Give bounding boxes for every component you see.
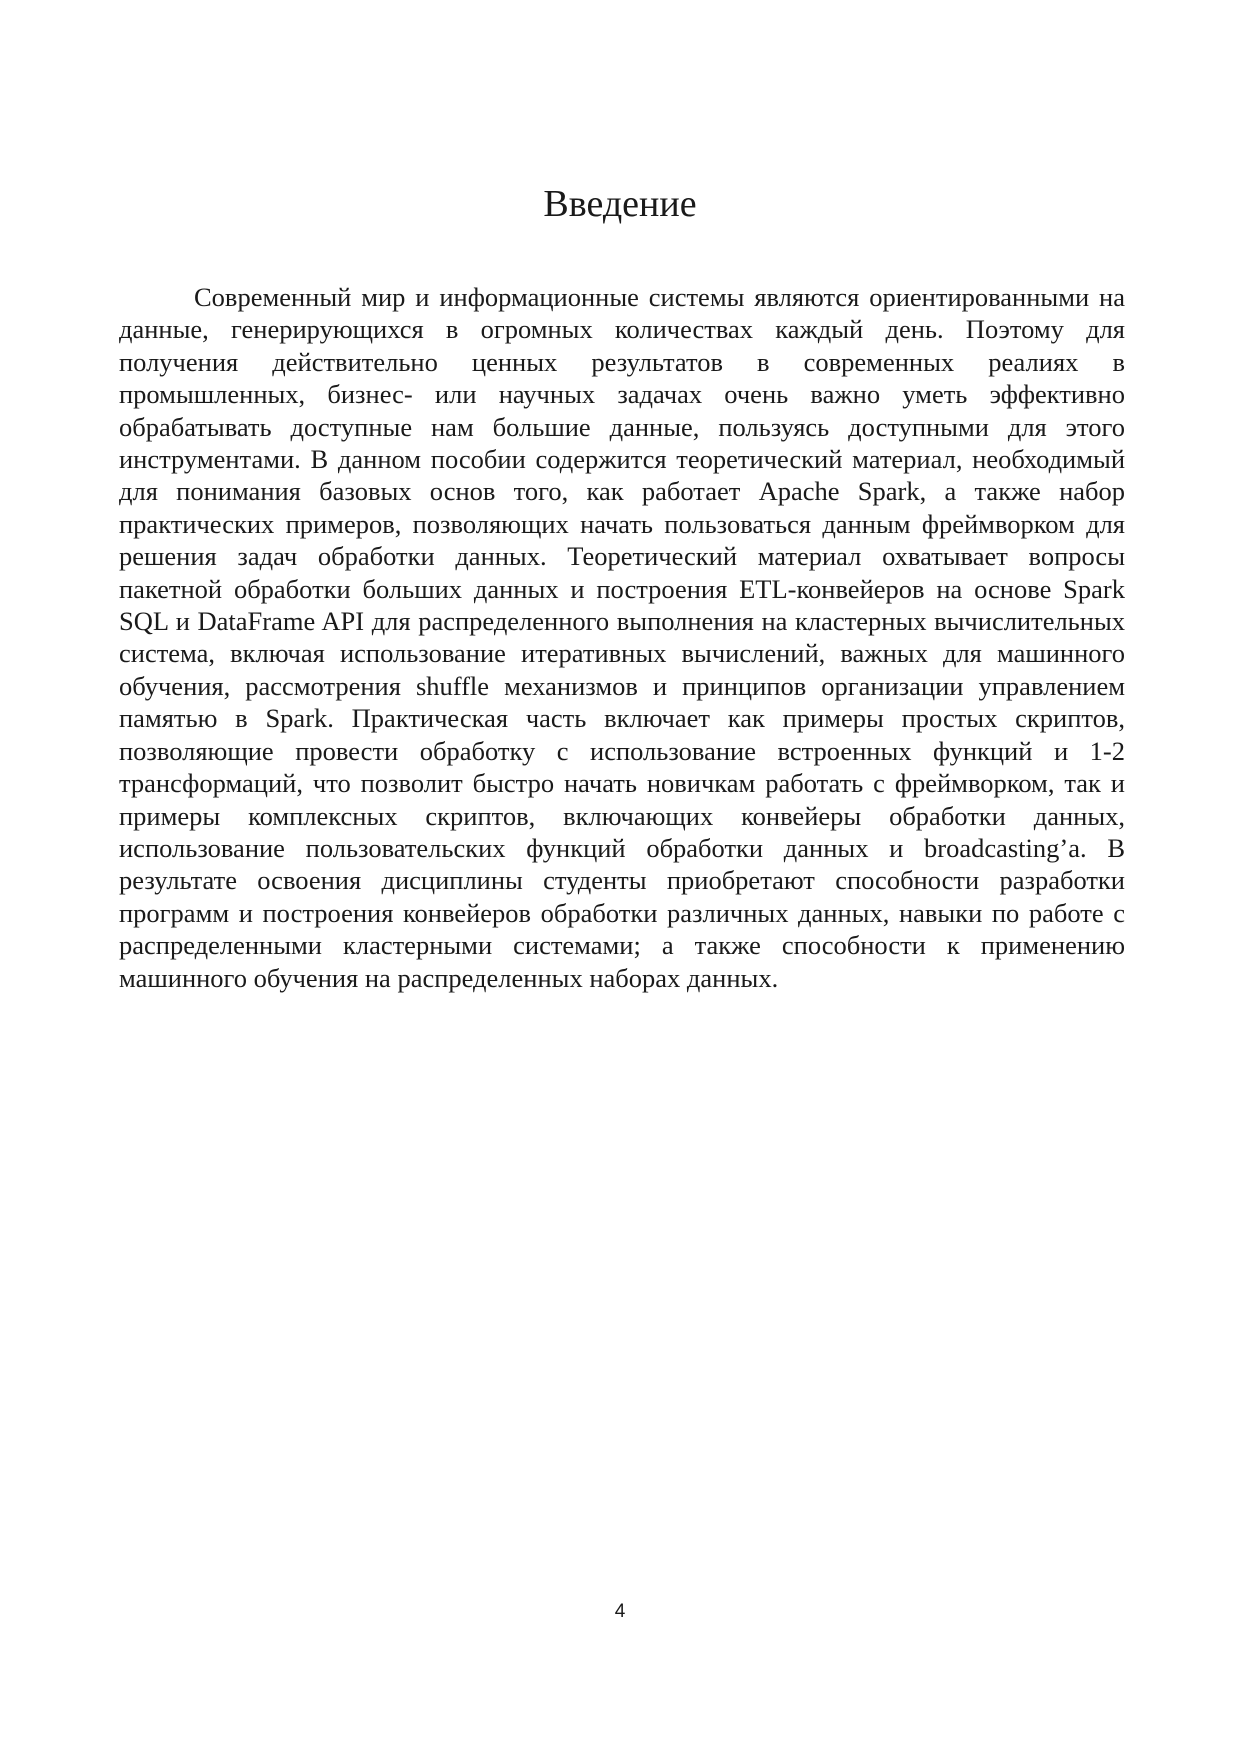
- page-number: 4: [614, 1601, 626, 1622]
- body-paragraph: Современный мир и информационные системы являются ориентированными на данные, генерирующихся в огромных количествах каждый день. Поэтому для получения действительно ценных результатов в современных реалиях в промышленных, бизнес- или научных задачах очень важно уметь эффективно обрабатывать доступные нам большие данные, пользуясь доступными для этого инструментами. В данном пособии содержится теоретический материал, необходимый для понимания базовых основ того, как работает Apache Spark, а также набор практических примеров, позволяющих начать пользоваться данным фреймворком для решения задач обработки данных. Теоретический материал охватывает вопросы пакетной обработки больших данных и построения ETL-конвейеров на основе Spark SQL и DataFrame API для распределенного выполнения на кластерных вычислительных система, включая использование итеративных вычислений, важных для машинного обучения, рассмотрения shuffle механизмов и принципов организации управлением памятью в Spark. Практическая часть включает как примеры простых скриптов, позволяющие провести обработку с использование встроенных функций и 1-2 трансформаций, что позволит быстро начать новичкам работать с фреймворком, так и примеры комплексных скриптов, включающих конвейеры обработки данных, использование пользовательских функций обработки данных и broadcasting’a. В результате освоения дисциплины студенты приобретают способности разработки программ и построения конвейеров обработки различных данных, навыки по работе с распределенными кластерными системами; а также способности к применению машинного обучения на распределенных наборах данных.: [119, 282, 1125, 993]
- section-heading: Введение: [543, 183, 697, 225]
